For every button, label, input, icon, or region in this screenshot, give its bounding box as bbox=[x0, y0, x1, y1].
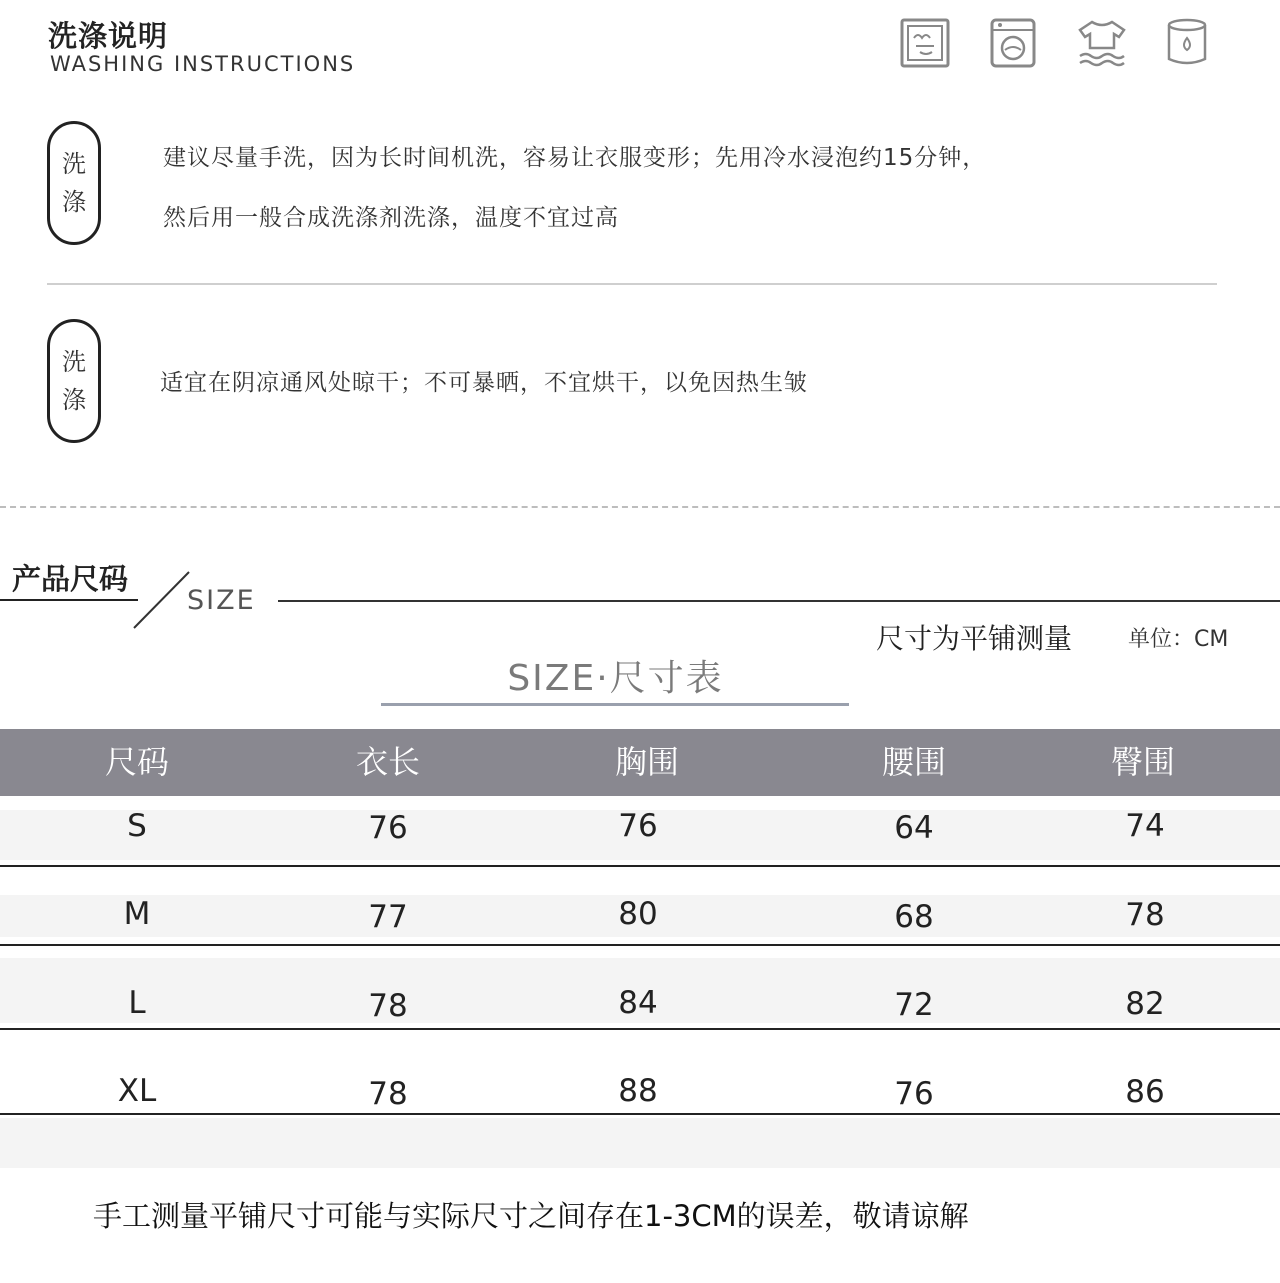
washing-title-en: WASHING INSTRUCTIONS bbox=[50, 52, 356, 76]
cell-length: 78 bbox=[368, 988, 408, 1024]
wash-shirt-icon bbox=[1076, 18, 1126, 68]
hand-wash-icon bbox=[900, 18, 950, 68]
size-table-title: SIZE·尺寸表 bbox=[507, 658, 724, 699]
cell-size: S bbox=[127, 808, 147, 844]
cell-waist: 64 bbox=[894, 810, 934, 846]
slash-divider bbox=[132, 570, 192, 630]
header-chest: 胸围 bbox=[614, 743, 679, 781]
wash-instruction-line: 建议尽量手洗，因为长时间机洗，容易让衣服变形；先用冷水浸泡约15分钟， bbox=[163, 145, 987, 171]
unit-note: 单位：CM bbox=[1128, 627, 1229, 652]
cell-chest: 76 bbox=[618, 808, 658, 844]
header-hip: 臀围 bbox=[1110, 743, 1175, 781]
footer-note: 手工测量平铺尺寸可能与实际尺寸之间存在1-3CM的误差，敬请谅解 bbox=[93, 1199, 969, 1233]
cell-size: M bbox=[123, 896, 151, 932]
cell-length: 77 bbox=[368, 899, 408, 935]
cell-waist: 76 bbox=[894, 1076, 934, 1112]
size-title-cn: 产品尺码 bbox=[12, 562, 129, 596]
size-title-underline bbox=[0, 599, 138, 601]
water-tub-icon bbox=[1166, 18, 1216, 68]
dry-tag-badge bbox=[47, 319, 101, 443]
dashed-divider bbox=[0, 506, 1280, 508]
cell-size: L bbox=[128, 985, 146, 1021]
header-size: 尺码 bbox=[104, 743, 169, 781]
wash-tag-badge bbox=[47, 121, 101, 245]
dry-tag-char: 洗 bbox=[62, 348, 86, 376]
wash-instruction-text bbox=[163, 128, 986, 248]
cell-hip: 78 bbox=[1125, 897, 1165, 933]
cell-hip: 74 bbox=[1125, 808, 1165, 844]
cell-hip: 82 bbox=[1125, 986, 1165, 1022]
row-divider bbox=[0, 1113, 1280, 1115]
wash-tag-char: 涤 bbox=[62, 188, 86, 216]
washing-title-cn: 洗涤说明 bbox=[48, 19, 169, 53]
wash-tag-char: 洗 bbox=[62, 150, 86, 178]
cell-length: 76 bbox=[368, 810, 408, 846]
cell-waist: 72 bbox=[894, 987, 934, 1023]
wash-instruction-line: 然后用一般合成洗涤剂洗涤，温度不宜过高 bbox=[163, 205, 619, 231]
header-length: 衣长 bbox=[355, 743, 420, 781]
cell-chest: 88 bbox=[618, 1073, 658, 1109]
cell-waist: 68 bbox=[894, 899, 934, 935]
header-waist: 腰围 bbox=[881, 743, 946, 781]
washing-machine-icon bbox=[990, 18, 1040, 68]
cell-hip: 86 bbox=[1125, 1074, 1165, 1110]
measure-note: 尺寸为平铺测量 bbox=[876, 622, 1073, 655]
dry-tag-char: 涤 bbox=[62, 386, 86, 414]
row-divider bbox=[0, 944, 1280, 946]
dry-instruction-text bbox=[160, 353, 808, 413]
row-divider bbox=[0, 1028, 1280, 1030]
size-header-line bbox=[278, 600, 1280, 602]
size-table-title-underline bbox=[381, 703, 849, 706]
cell-chest: 84 bbox=[618, 985, 658, 1021]
dry-instruction-line: 适宜在阴凉通风处晾干；不可暴晒，不宜烘干，以免因热生皱 bbox=[160, 370, 808, 396]
section-divider bbox=[47, 283, 1217, 285]
cell-chest: 80 bbox=[618, 896, 658, 932]
cell-length: 78 bbox=[368, 1076, 408, 1112]
row-background bbox=[0, 1118, 1280, 1168]
row-divider bbox=[0, 865, 1280, 867]
cell-size: XL bbox=[117, 1073, 157, 1109]
size-title-en: SIZE bbox=[187, 585, 256, 616]
